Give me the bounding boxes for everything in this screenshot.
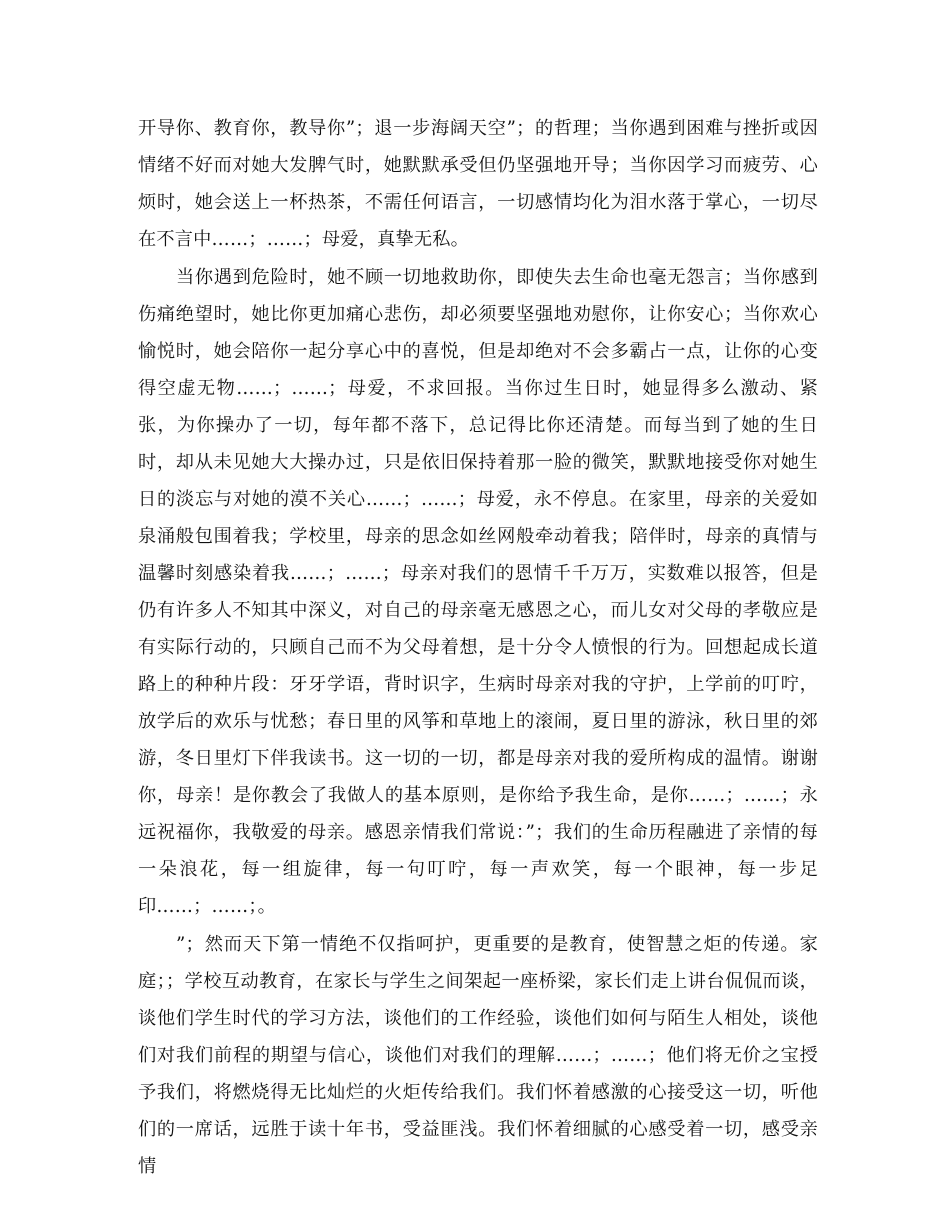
paragraph-1: 开导你、教育你，教导你”；退一步海阔天空”；的哲理；当你遇到困难与挫折或因情绪不好而对她大发脾气时，她默默承受但仍坚强地开导；当你因学习而疲劳、心烦时，她会送上一杯热茶，不需任何语言，一切感情均化为泪水落于掌心，一切尽在不言中……；……；母爱，真挚无私。 bbox=[138, 118, 818, 250]
paragraph-2: 当你遇到危险时，她不顾一切地救助你，即使失去生命也毫无怨言；当你感到伤痛绝望时，她比你更加痛心悲伤，却必须要坚强地劝慰你，让你安心；当你欢心愉悦时，她会陪你一起分享心中的喜悦，但是却绝对不会多霸占一点，让你的心变得空虚无物……；……；母爱，不求回报。当你过生日时，她显得多么激动、紧张，为你操办了一切，每年都不落下，总记得比你还清楚。而每当到了她的生日时，却从未见她大大操办过，只是依旧保持着那一脸的微笑，默默地接受你对她生日的淡忘与对她的漠不关心……；……；母爱，永不停息。在家里，母亲的关爱如泉涌般包围着我；学校里，母亲的思念如丝网般牵动着我；陪伴时，母亲的真情与温馨时刻感染着我……；……；母亲对我们的恩情千千万万，实数难以报答，但是仍有许多人不知其中深义，对自己的母亲毫无感恩之心，而儿女对父母的孝敬应是有实际行动的，只顾自己而不为父母着想，是十分令人愤恨的行为。回想起成长道路上的种种片段：牙牙学语，背时识字，生病时母亲对我的守护，上学前的叮咛，放学后的欢乐与忧愁；春日里的风筝和草地上的滚闹，夏日里的游泳，秋日里的郊游，冬日里灯下伴我读书。这一切的一切，都是母亲对我的爱所构成的温情。谢谢你，母亲！是你教会了我做人的基本原则，是你给予我生命，是你……；……；永远祝福你，我敬爱的母亲。感恩亲情我们常说：”；我们的生命历程融进了亲情的每一朵浪花，每一组旋律，每一句叮咛，每一声欢笑，每一个眼神，每一步足印……；……；。 bbox=[138, 267, 818, 917]
paragraph-3: ”；然而天下第一情绝不仅指呵护，更重要的是教育，使智慧之炬的传递。家庭；；学校互动教育，在家长与学生之间架起一座桥梁，家长们走上讲台侃侃而谈，谈他们学生时代的学习方法，谈他们的工作经验，谈他们如何与陌生人相处，谈他们对我们前程的期望与信心，谈他们对我们的理解……；……；他们将无价之宝授予我们，将燃烧得无比灿烂的火炬传给我们。我们怀着感激的心接受这一切，听他们的一席话，远胜于读十年书，受益匪浅。我们怀着细腻的心感受着一切，感受亲情 bbox=[138, 934, 818, 1177]
document-body bbox=[138, 110, 818, 1185]
